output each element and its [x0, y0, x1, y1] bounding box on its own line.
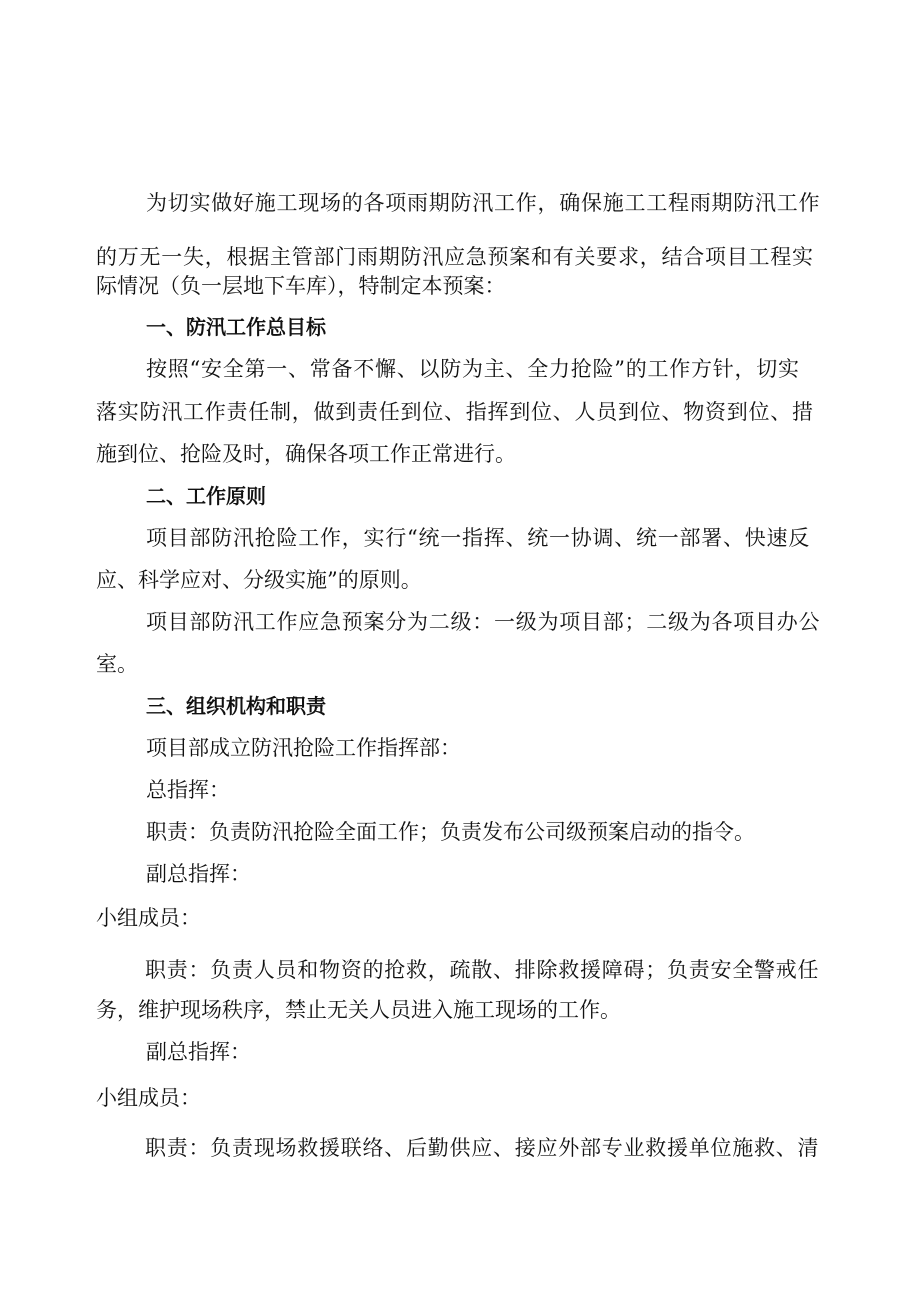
section-1-line-1: 按照“安全第一、常备不懈、以防为主、全力抢险”的工作方针，切实 — [146, 357, 800, 381]
section-1-line-3: 施到位、抢险及时，确保各项工作正常进行。 — [96, 442, 516, 466]
section-3-line-4: 副总指挥： — [146, 862, 251, 886]
section-3-line-3: 职责：负责防汛抢险全面工作；负责发布公司级预案启动的指令。 — [146, 820, 755, 844]
section-2-line-3: 项目部防汛工作应急预案分为二级：一级为项目部；二级为各项目办公 — [146, 610, 821, 634]
section-3-line-9: 小组成员： — [96, 1086, 201, 1110]
section-2-line-1: 项目部防汛抢险工作，实行“统一指挥、统一协调、统一部署、快速反 — [146, 526, 810, 550]
section-3-line-8: 副总指挥： — [146, 1040, 251, 1064]
section-2-heading: 二、工作原则 — [146, 484, 266, 508]
intro-line-3: 际情况（负一层地下车库），特制定本预案： — [96, 274, 506, 298]
intro-line-1: 为切实做好施工现场的各项雨期防汛工作，确保施工工程雨期防汛工作 — [146, 191, 821, 215]
section-1-line-2: 落实防汛工作责任制，做到责任到位、指挥到位、人员到位、物资到位、措 — [96, 400, 814, 424]
section-3-line-6: 职责：负责人员和物资的抢救，疏散、排除救援障碍；负责安全警戒任 — [145, 958, 820, 982]
section-2-line-2: 应、科学应对、分级实施”的原则。 — [96, 568, 422, 592]
intro-line-2: 的万无一失，根据主管部门雨期防汛应急预案和有关要求，结合项目工程实 — [96, 245, 814, 269]
section-1-heading: 一、防汛工作总目标 — [146, 315, 326, 339]
section-3-line-2: 总指挥： — [146, 778, 230, 802]
section-3-line-1: 项目部成立防汛抢险工作指挥部： — [146, 736, 461, 760]
section-3-line-10: 职责：负责现场救援联络、后勤供应、接应外部专业救援单位施救、清 — [145, 1136, 820, 1160]
section-3-line-7: 务，维护现场秩序，禁止无关人员进入施工现场的工作。 — [96, 998, 621, 1022]
section-2-line-4: 室。 — [96, 652, 138, 676]
section-3-heading: 三、组织机构和职责 — [146, 694, 326, 718]
section-3-line-5: 小组成员： — [96, 906, 201, 930]
